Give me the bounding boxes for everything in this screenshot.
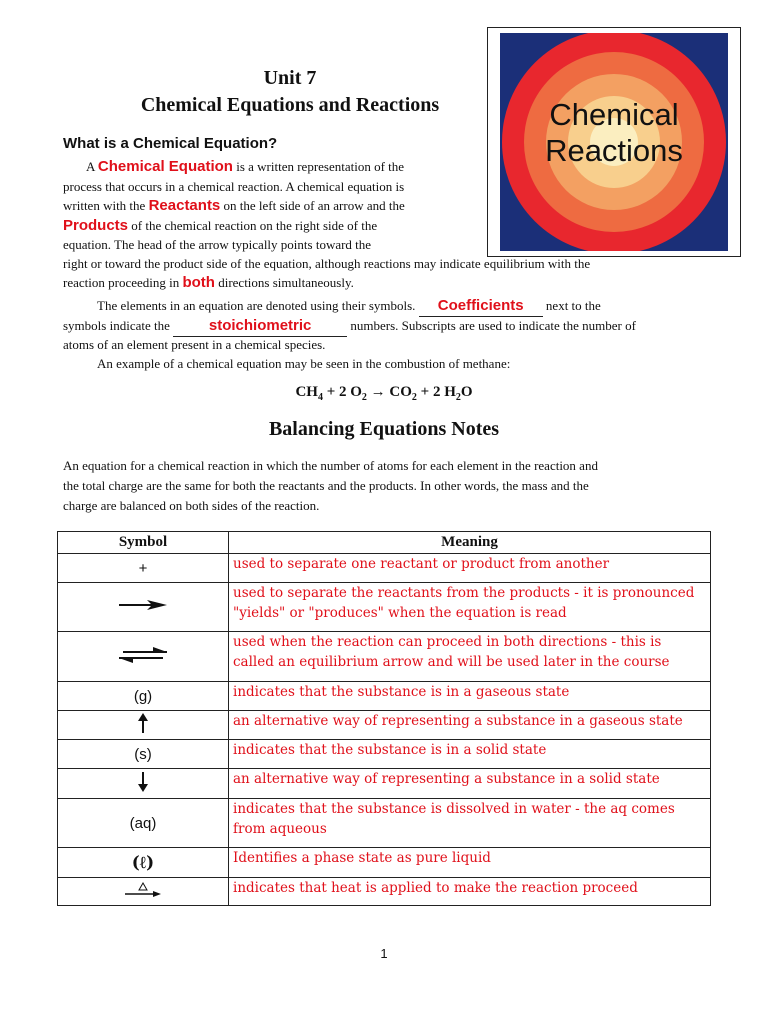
term-products: Products (63, 217, 129, 234)
down-arrow-icon (137, 771, 149, 793)
symbol-cell (58, 769, 229, 799)
table-row (58, 682, 711, 711)
meaning-cell (229, 878, 711, 906)
text-span: numbers. Subscripts are used to indicate the number of (347, 318, 636, 333)
para1-line6: right or toward the product side of the equation, although reactions may indicate equilibrium with the (63, 256, 591, 271)
section-heading-balancing: Balancing Equations Notes (268, 418, 500, 440)
image-line2: Reactions (545, 133, 683, 168)
meaning-line: an alternative way of representing a substance in a solid state (233, 771, 660, 787)
text-span: on the left side of an arrow and the (220, 198, 405, 213)
eq-part: + 2 H (416, 384, 456, 400)
text-span: next to the (542, 298, 601, 313)
meaning-cell (229, 554, 711, 583)
term-both: both (182, 274, 215, 291)
para1-line5: equation. The head of the arrow typically points toward the (63, 237, 372, 252)
meaning-line: called an equilibrium arrow and will be used later in the course (233, 654, 670, 670)
page-title: Chemical Equations and Reactions (140, 94, 440, 116)
chemical-reactions-image (487, 27, 741, 257)
eq-sub: 2 (361, 392, 367, 403)
meaning-line: used to separate the reactants from the products - it is pronounced (233, 585, 695, 601)
balancing-para-line1: An equation for a chemical reaction in which the number of atoms for each element in the reaction and (63, 458, 598, 473)
text-span: reaction proceeding in (63, 275, 183, 290)
table-row (58, 848, 711, 878)
meaning-line: from aqueous (233, 821, 327, 837)
para2-line2 (63, 316, 636, 337)
symbol-cell: (g) (58, 682, 229, 711)
text-span: symbols indicate the (63, 318, 174, 333)
meaning-line: indicates that the substance is in a gaseous state (233, 684, 570, 700)
yields-arrow-icon (117, 598, 169, 612)
text-span: directions simultaneously. (214, 275, 354, 290)
meaning-line: indicates that the substance is dissolved in water - the aq comes (233, 801, 675, 817)
meaning-cell (229, 583, 711, 632)
eq-part: O (460, 384, 473, 400)
para1-line7 (63, 273, 354, 293)
meaning-line: Identifies a phase state as pure liquid (233, 850, 491, 866)
eq-sub: 2 (455, 392, 461, 403)
heat-arrow-icon (123, 881, 163, 899)
blank-coefficients: Coefficients (419, 296, 543, 317)
symbol-cell: (ℓ) (58, 848, 229, 878)
meaning-cell (229, 848, 711, 878)
meaning-cell (229, 682, 711, 711)
balancing-para-line3: charge are balanced on both sides of the reaction. (63, 498, 320, 513)
table-row (58, 583, 711, 632)
plus-icon: + (138, 559, 148, 577)
term-reactants: Reactants (148, 197, 221, 214)
table-row (58, 769, 711, 799)
text-span: The elements in an equation are denoted using their symbols. (97, 298, 419, 313)
term-chemical-equation: Chemical Equation (97, 158, 233, 175)
eq-sub: 2 (411, 392, 417, 403)
symbol-cell (58, 711, 229, 740)
methane-equation (0, 384, 768, 403)
text-span: of the chemical reaction on the right side of the (128, 218, 378, 233)
meaning-line: used when the reaction can proceed in both directions - this is (233, 634, 662, 650)
table-row (58, 554, 711, 583)
eq-part: → CO (366, 384, 412, 400)
table-row (58, 711, 711, 740)
text-span: written with the (63, 198, 149, 213)
header-symbol: Symbol (58, 532, 229, 554)
para1-line2: process that occurs in a chemical reaction. A chemical equation is (63, 179, 405, 194)
symbol-cell: (aq) (58, 799, 229, 848)
up-arrow-icon (137, 712, 149, 734)
meaning-cell (229, 711, 711, 740)
text-span: A (86, 159, 98, 174)
eq-sub: 4 (317, 392, 323, 403)
meaning-cell (229, 740, 711, 769)
concentric-circles-graphic (500, 33, 728, 251)
para1-line1 (86, 157, 404, 177)
table-header-row (58, 532, 711, 554)
symbol-cell (58, 554, 229, 583)
table-row (58, 799, 711, 848)
meaning-cell (229, 769, 711, 799)
table-row (58, 878, 711, 906)
table-row (58, 740, 711, 769)
meaning-line: an alternative way of representing a substance in a gaseous state (233, 713, 683, 729)
text-span: is a written representation of the (232, 159, 405, 174)
para1-line3 (63, 196, 405, 216)
header-meaning: Meaning (229, 532, 711, 554)
meaning-line: used to separate one reactant or product from another (233, 556, 610, 572)
meaning-cell (229, 799, 711, 848)
para1-line4 (63, 216, 377, 236)
symbol-cell (58, 632, 229, 682)
meaning-line: indicates that heat is applied to make the reaction proceed (233, 880, 638, 896)
para3: An example of a chemical equation may be seen in the combustion of methane: (97, 356, 511, 371)
page-number: 1 (380, 946, 388, 961)
unit-label: Unit 7 (263, 67, 317, 89)
equilibrium-arrow-icon (117, 646, 169, 664)
eq-part: + 2 O (322, 384, 362, 400)
blank-stoichiometric: stoichiometric (173, 316, 347, 337)
section-heading-chemical-equation: What is a Chemical Equation? (63, 135, 278, 152)
eq-part: CH (295, 384, 318, 400)
meaning-line: indicates that the substance is in a solid state (233, 742, 547, 758)
table-row (58, 632, 711, 682)
symbol-cell: (s) (58, 740, 229, 769)
symbol-cell (58, 878, 229, 906)
para2-line1 (97, 296, 601, 317)
meaning-cell (229, 632, 711, 682)
image-line1: Chemical (549, 97, 679, 132)
meaning-line: "yields" or "produces" when the equation is read (233, 605, 567, 621)
para2-line3: atoms of an element present in a chemical species. (63, 337, 326, 352)
symbols-table (57, 531, 711, 906)
balancing-para-line2: the total charge are the same for both the reactants and the products. In other words, the mass and the (63, 478, 589, 493)
symbol-cell (58, 583, 229, 632)
